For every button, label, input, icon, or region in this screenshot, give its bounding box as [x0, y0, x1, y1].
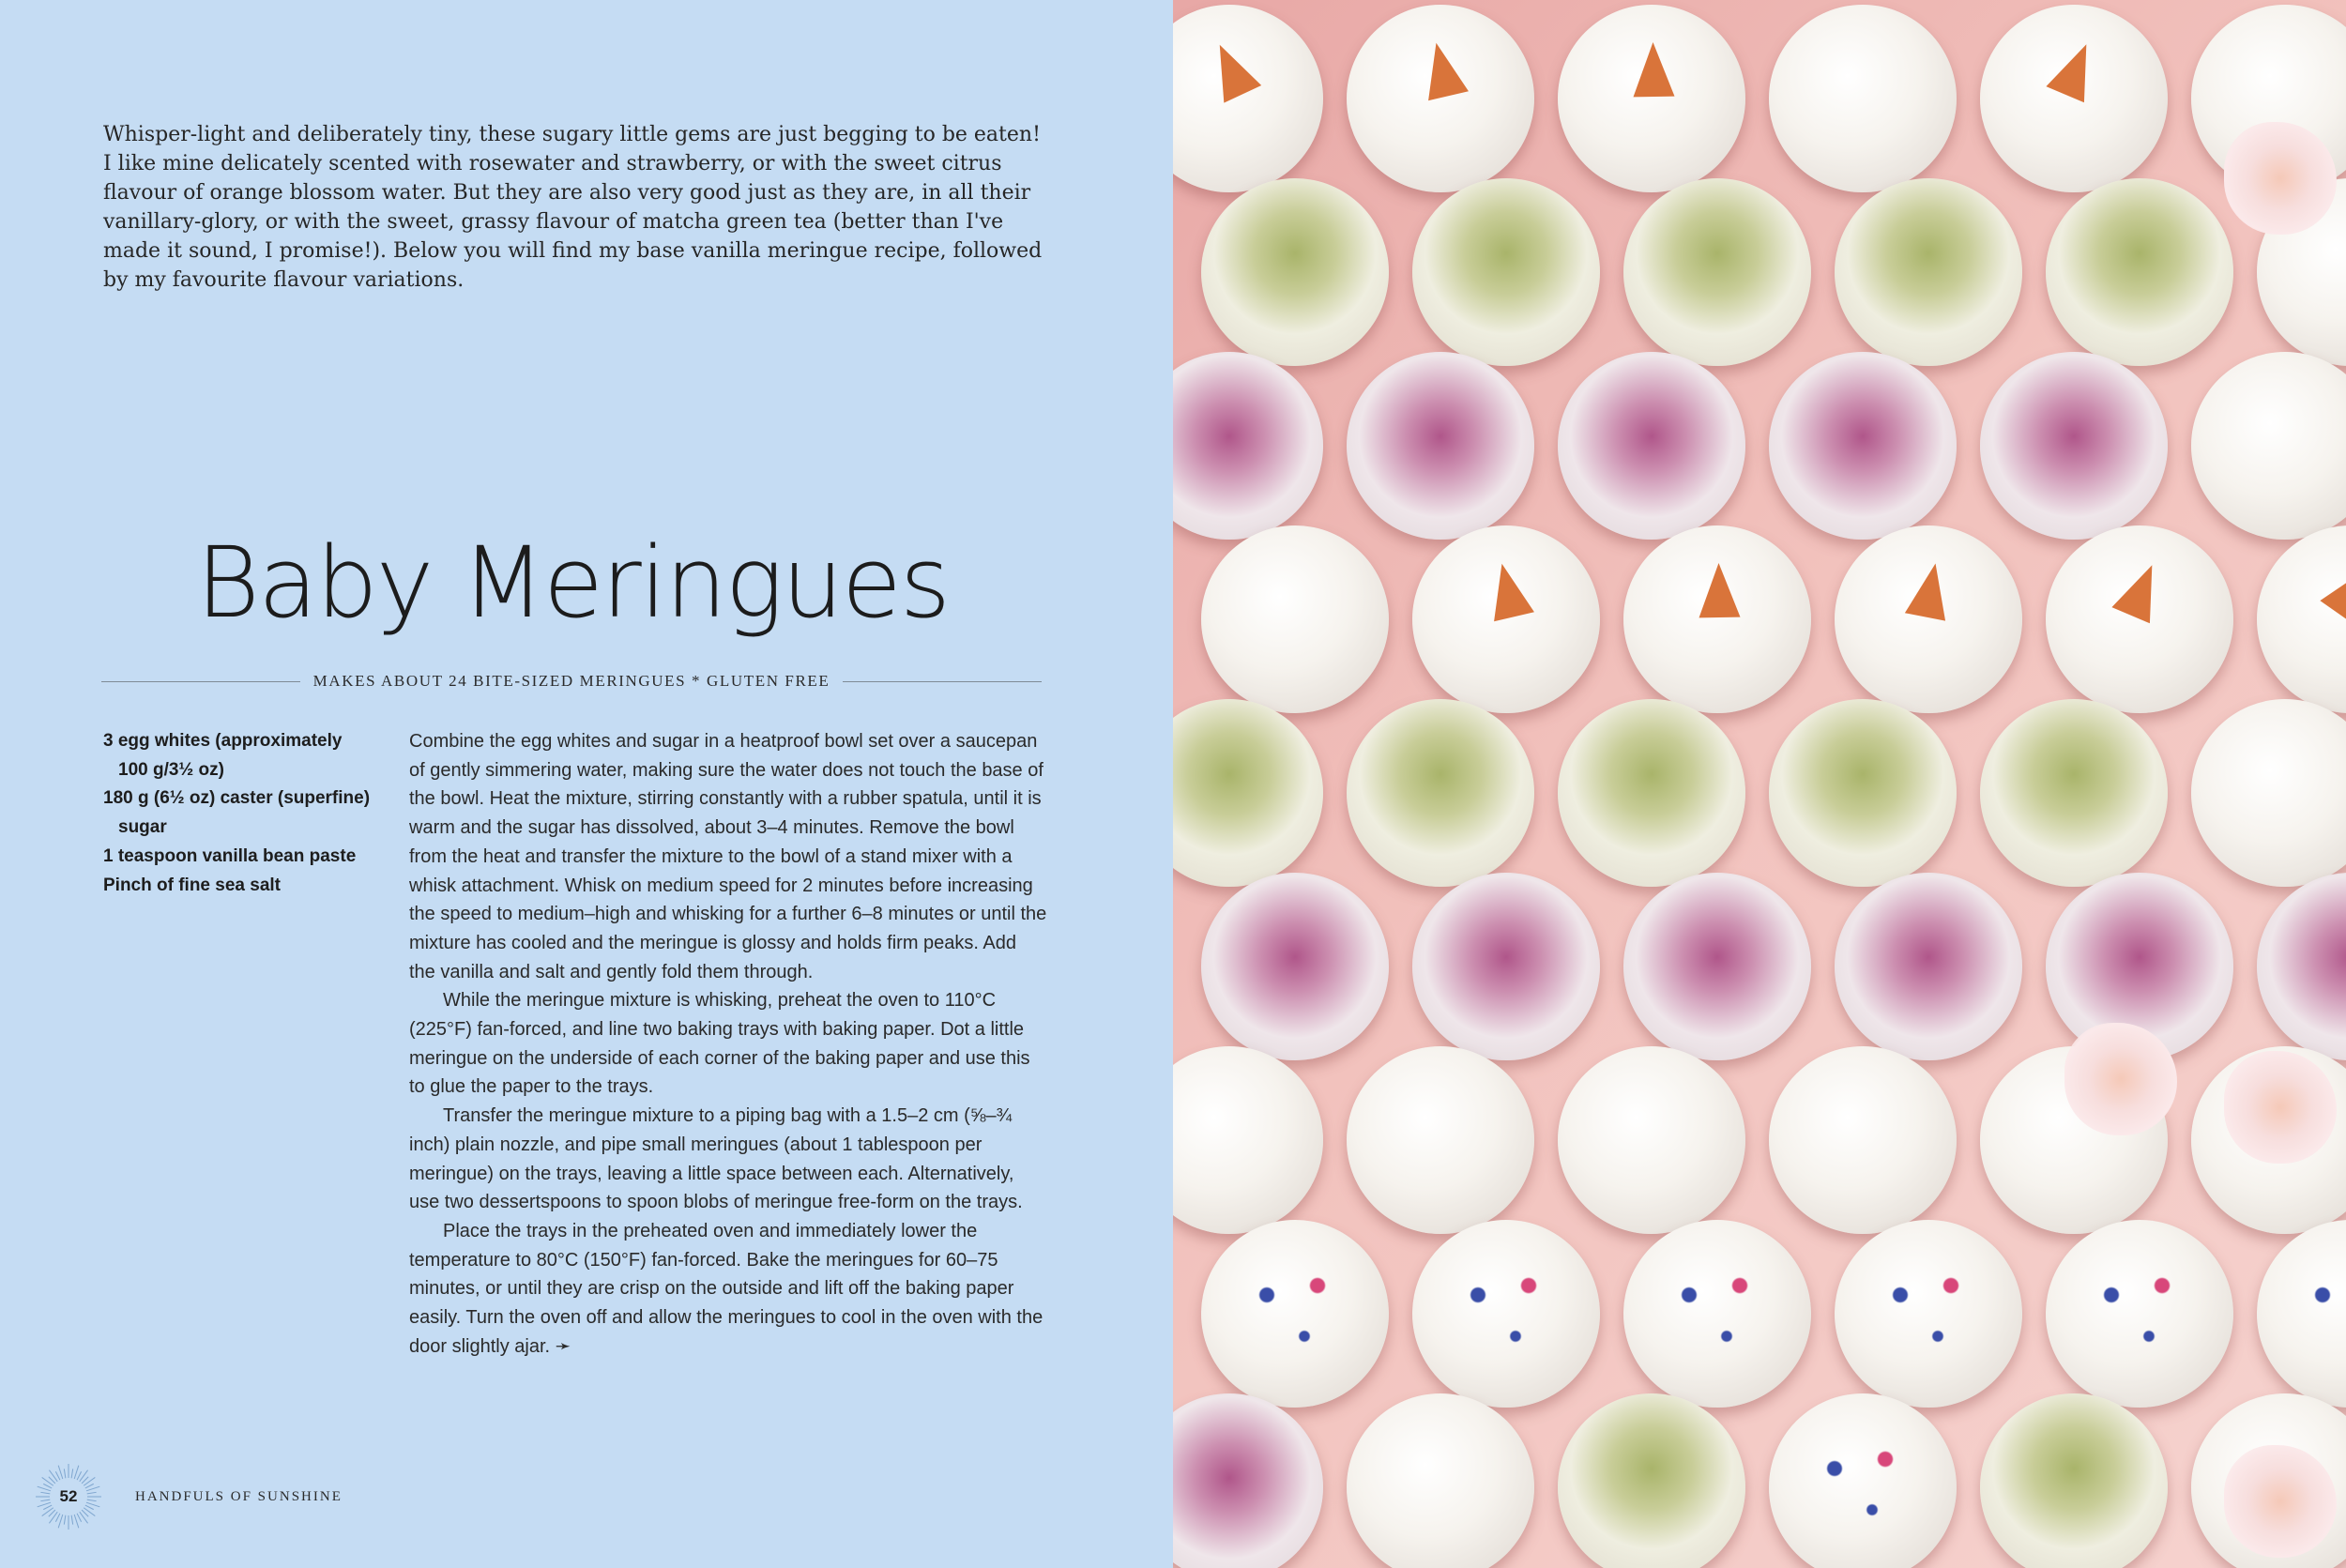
meringue-citrus	[2257, 525, 2346, 713]
orange-slice	[1482, 559, 1534, 621]
meringue-matcha	[1835, 178, 2022, 366]
meringue-matcha	[1558, 699, 1745, 887]
meringue-matcha	[1347, 699, 1534, 887]
meringue-citrus	[2046, 525, 2233, 713]
meringue-flower	[1835, 1220, 2022, 1408]
meringue-matcha	[1201, 178, 1389, 366]
divider-left	[101, 681, 300, 682]
meringue-matcha	[1980, 699, 2168, 887]
meringues-photo	[1173, 0, 2346, 1568]
meringue-citrus	[1835, 525, 2022, 713]
meringue-plain	[1558, 1046, 1745, 1234]
meringue-plain	[1173, 1046, 1323, 1234]
meringue-matcha	[1173, 699, 1323, 887]
meringue-flower	[2257, 1220, 2346, 1408]
orange-slice	[2046, 37, 2105, 103]
meringue-berry	[1835, 873, 2022, 1060]
meringue-berry	[2257, 873, 2346, 1060]
meringue-citrus	[1980, 5, 2168, 192]
meringue-flower	[1769, 1393, 1957, 1568]
meringue-matcha	[1769, 699, 1957, 887]
method-paragraph: Transfer the meringue mixture to a piping bag with a 1.5–2 cm (⅝–¾ inch) plain nozzle, and pipe small meringues (about 1 tablespoon per meringue) on the trays, leaving a little space between each. Alternatively, use two dessertspoons to spoon blobs of meringue free-form on the trays.	[409, 1105, 1023, 1213]
method-paragraph-text: Place the trays in the preheated oven and immediately lower the temperature to 80°C (150°F) fan-forced. Bake the meringues for 60–75 minutes, or until they are crisp on the outside and lift off the baking paper easily. Turn the oven off and allow the meringues to cool in the oven with the door slightly ajar.	[409, 1220, 1044, 1357]
meringue-plain	[2191, 699, 2346, 887]
meringue-berry	[1173, 352, 1323, 540]
meringue-berry	[1173, 1393, 1323, 1568]
method-paragraph: While the meringue mixture is whisking, preheat the oven to 110°C (225°F) fan-forced, and line two baking trays with baking paper. Dot a little meringue on the underside of each corner of the baking paper and use this to glue the paper to the trays.	[409, 990, 1030, 1098]
meringue-plain	[2191, 352, 2346, 540]
divider-right	[843, 681, 1042, 682]
meringue-plain	[1347, 1393, 1534, 1568]
meringue-berry	[1347, 352, 1534, 540]
meringue-citrus	[1347, 5, 1534, 192]
meringue-berry	[1412, 873, 1600, 1060]
orange-slice	[1416, 38, 1469, 100]
recipe-subtitle: MAKES ABOUT 24 BITE-SIZED MERINGUES * GLUTEN FREE	[312, 672, 830, 690]
meringue-matcha	[1623, 178, 1811, 366]
rose-flower	[2224, 122, 2337, 235]
sunburst-icon	[34, 1462, 103, 1531]
ingredient-item: 3 egg whites (approximately 100 g/3½ oz)	[103, 731, 343, 780]
meringue-plain	[1201, 525, 1389, 713]
meringue-plain	[1347, 1046, 1534, 1234]
meringue-matcha	[2046, 178, 2233, 366]
rose-flower	[2224, 1051, 2337, 1164]
subtitle-row	[101, 672, 1042, 691]
running-head: HANDFULS OF SUNSHINE	[135, 1488, 343, 1504]
meringue-flower	[1201, 1220, 1389, 1408]
meringue-berry	[1558, 352, 1745, 540]
meringue-citrus	[1173, 5, 1323, 192]
recipe-title: Baby Meringues	[195, 525, 950, 640]
ingredient-item: 180 g (6½ oz) caster (superfine) sugar	[103, 788, 371, 838]
orange-slice	[2320, 556, 2346, 625]
meringue-berry	[1623, 873, 1811, 1060]
orange-slice	[1905, 559, 1956, 620]
page-footer	[34, 1469, 343, 1525]
meringue-plain	[1769, 1046, 1957, 1234]
meringue-flower	[1412, 1220, 1600, 1408]
meringue-matcha	[1980, 1393, 2168, 1568]
meringue-citrus	[1623, 525, 1811, 713]
method-paragraph: Combine the egg whites and sugar in a heatproof bowl set over a saucepan of gently simmering water, making sure the water does not touch the base of the bowl. Heat the mixture, stirring constantly with a rubber spatula, until it is warm and the sugar has dissolved, about 3–4 minutes. Remove the bowl from the heat and transfer the mixture to the bowl of a stand mixer with a whisk attachment. Whisk on medium speed for 2 minutes before increasing the speed to medium–high and whisking for a further 6–8 minutes or until the mixture has cooled and the meringue is glossy and holds firm peaks. Add the vanilla and salt and gently fold them through.	[409, 731, 1047, 982]
meringue-matcha	[1412, 178, 1600, 366]
meringue-flower	[1623, 1220, 1811, 1408]
meringue-citrus	[1558, 5, 1745, 192]
meringue-flower	[2046, 1220, 2233, 1408]
page-number: 52	[59, 1487, 78, 1505]
meringue-berry	[1769, 352, 1957, 540]
continue-arrow-icon: ➛	[555, 1335, 571, 1357]
orange-slice	[1201, 36, 1261, 102]
orange-slice	[1632, 42, 1674, 98]
orange-slice	[2111, 557, 2171, 624]
rose-flower	[2064, 1023, 2177, 1135]
orange-slice	[1698, 563, 1740, 618]
meringue-matcha	[1558, 1393, 1745, 1568]
intro-paragraph: Whisper-light and deliberately tiny, these sugary little gems are just begging to be eaten! I like mine delicately scented with rosewater and strawberry, or with the sweet citrus flavour of orange blossom water. But they are also very good just as they are, in all their vanillary-glory, or with the sweet, grassy flavour of matcha green tea (better than I've made it sound, I promise!). Below you will find my base vanilla meringue recipe, followed by my favourite flavour variations.	[103, 123, 1043, 292]
rose-flower	[2224, 1445, 2337, 1558]
ingredients-list	[103, 727, 375, 900]
ingredient-item: 1 teaspoon vanilla bean paste	[103, 845, 357, 866]
method-text	[409, 727, 1047, 1361]
meringue-plain	[1769, 5, 1957, 192]
method-paragraph	[409, 1217, 1047, 1362]
meringue-citrus	[1412, 525, 1600, 713]
ingredient-item: Pinch of fine sea salt	[103, 875, 281, 895]
meringue-berry	[1980, 352, 2168, 540]
meringue-berry	[1201, 873, 1389, 1060]
